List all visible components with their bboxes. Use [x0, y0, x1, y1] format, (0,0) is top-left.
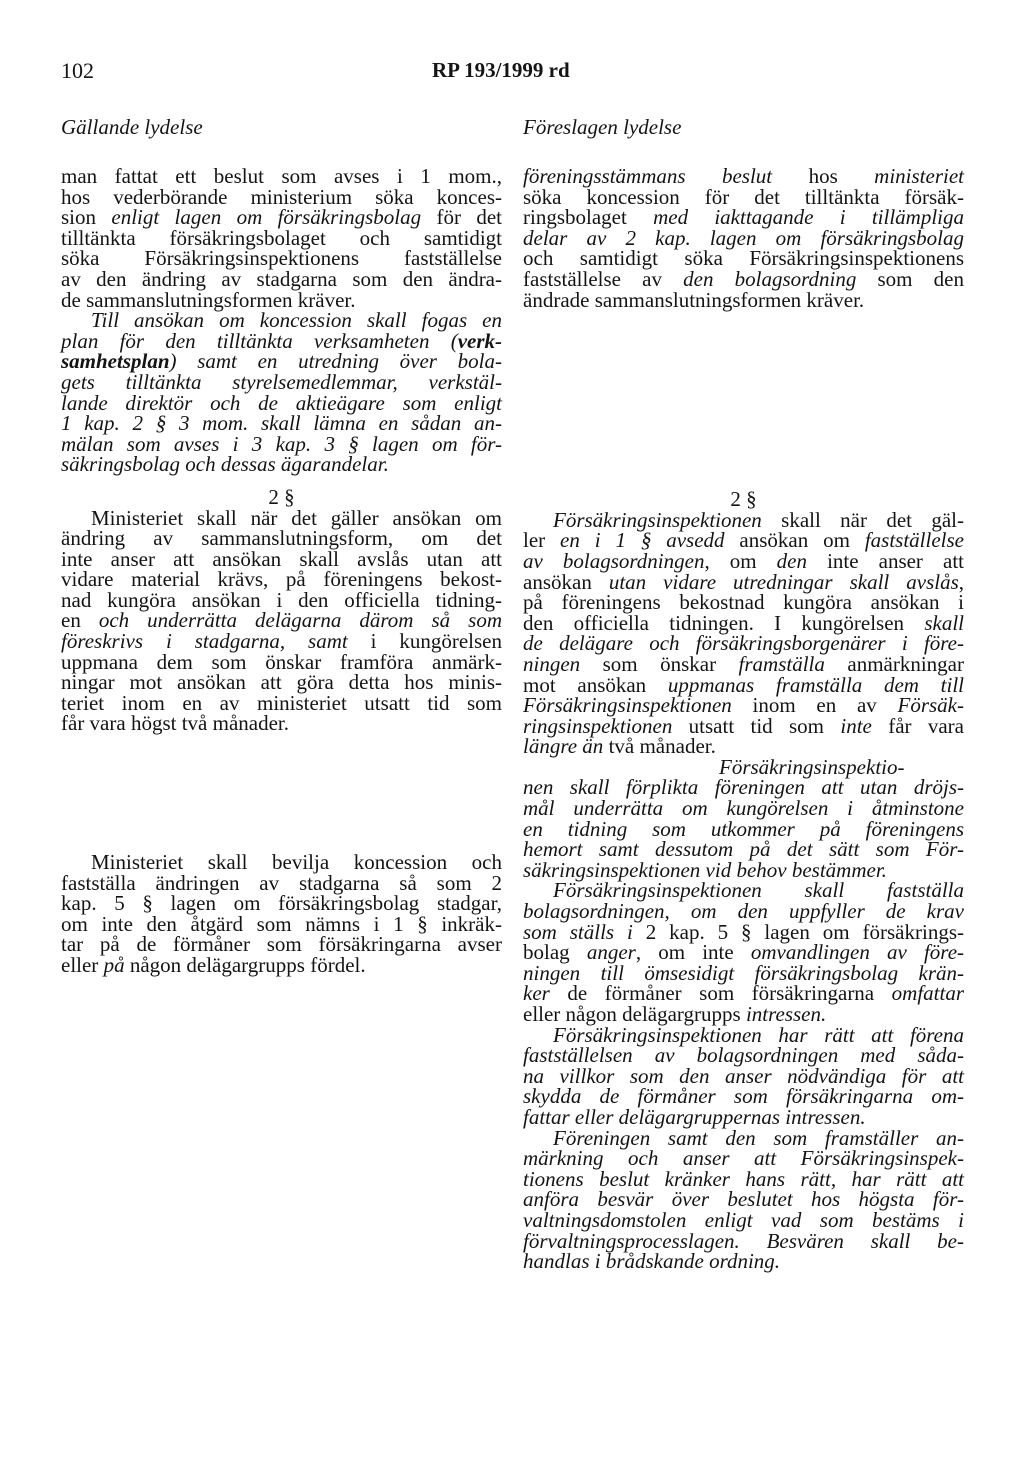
- text-run: intressen.: [745, 1002, 827, 1026]
- text-run: hos vederbörande ministerium söka konces-: [61, 184, 502, 209]
- text-run: eller: [61, 953, 104, 977]
- section-label: 2 §: [268, 484, 295, 509]
- text-run: tilltänkta försäkringsbolaget och samtidigt: [61, 225, 502, 250]
- text-run: framställa: [738, 651, 825, 676]
- text-run: Föreningen samt den som framställer an-: [553, 1125, 964, 1150]
- text-line: [523, 1045, 964, 1066]
- text-run: en i 1 § avsedd: [560, 528, 725, 553]
- text-line: [523, 1004, 964, 1025]
- text-run: hos: [772, 164, 875, 188]
- text-run: får vara: [871, 713, 964, 738]
- text-run: skall när det gäl-: [761, 507, 964, 532]
- text-line: [61, 505, 502, 530]
- text-line: [523, 207, 964, 228]
- text-line: [61, 225, 502, 250]
- current-wording-column: [61, 166, 502, 976]
- text-line: [61, 893, 502, 914]
- text-run: utan vidare utredningar skall avslås: [608, 569, 959, 594]
- text-run: mot ansökan: [523, 672, 668, 697]
- text-run: Försäk-: [897, 693, 964, 718]
- text-run: lande direktör och de aktieägare som enligt: [61, 390, 502, 415]
- paragraph: [523, 880, 964, 1024]
- text-line: [523, 1189, 964, 1210]
- text-run: som ställs i: [523, 919, 633, 944]
- text-run: omfattar: [891, 981, 964, 1006]
- text-run: Till ansökan om koncession skall fogas en: [91, 308, 502, 333]
- text-line: [523, 530, 964, 551]
- text-run: anmärkningar: [824, 651, 964, 676]
- text-run: fastställelse av: [523, 266, 684, 291]
- text-run: på: [103, 953, 125, 977]
- text-run: tar på de förmåner som försäkringarna avser: [61, 932, 502, 957]
- text-run: nad kungöra ansökan i den officiella tidning-: [61, 587, 502, 612]
- text-run: längre än: [523, 734, 604, 759]
- text-line: [523, 1228, 964, 1253]
- text-line: [61, 955, 502, 976]
- text-run: den: [776, 548, 807, 573]
- spacer: [523, 310, 964, 489]
- text-line: [523, 569, 964, 594]
- text-line: [61, 649, 502, 674]
- text-run: säkringsbolag och dessas ägarandelar.: [61, 452, 389, 477]
- paragraph: [523, 507, 965, 759]
- text-line: [61, 631, 502, 652]
- text-run: fastställelsen av bolagsordningen med såda-: [523, 1043, 964, 1068]
- proposed-wording-column: [523, 166, 964, 1272]
- text-run: den officiella tidningen. I kungörelsen: [523, 610, 925, 635]
- text-run: för det: [421, 205, 502, 230]
- text-run: hemort samt dessutom på det sätt som För-: [523, 837, 964, 862]
- text-line: [61, 610, 502, 631]
- text-line: [523, 816, 964, 841]
- text-run: inte: [840, 713, 872, 738]
- text-line: [61, 166, 502, 187]
- text-run: ansökan om: [724, 528, 865, 553]
- text-run: omvandlingen av före-: [750, 940, 965, 965]
- text-run: säkringsinspektionen vid behov bestämmer.: [523, 857, 887, 882]
- text-line: [61, 390, 502, 415]
- text-line: [523, 1125, 964, 1150]
- text-line: [523, 651, 964, 676]
- text-run: Försäkringsinspektionen skall fastställa: [553, 878, 964, 903]
- text-run: fastställelse: [864, 528, 964, 553]
- text-line: [523, 166, 964, 187]
- text-run: uppmana dem som önskar framföra anmärk-: [61, 649, 502, 674]
- text-run: ningar mot ansökan att göra detta hos minis-: [61, 670, 502, 695]
- text-line: [523, 225, 964, 250]
- text-line: [523, 983, 964, 1004]
- text-line: [523, 184, 964, 209]
- text-run: inte anser att ansökan skall avslås utan att: [61, 546, 502, 571]
- text-run: ,: [958, 569, 964, 594]
- text-line: [61, 911, 502, 936]
- text-run: Ministeriet skall bevilja koncession och: [91, 850, 502, 875]
- text-run: 2 kap. 5 § lagen om försäkrings-: [632, 919, 964, 944]
- text-line: [523, 592, 964, 613]
- text-run: skall: [924, 610, 964, 635]
- text-line: [523, 919, 964, 944]
- text-run: en: [61, 608, 99, 633]
- paragraph: [523, 754, 964, 882]
- text-line: [523, 960, 964, 985]
- text-run: valtningsdomstolen enligt vad som bestäms i: [523, 1207, 964, 1232]
- text-run: de förmåner som försäkringarna: [549, 981, 892, 1006]
- document-reference: RP 193/1999 rd: [432, 58, 570, 82]
- text-run: och underrätta delägarna därom så som: [98, 608, 502, 633]
- text-run: Försäkringsinspektionen: [523, 693, 732, 718]
- text-run: uppmanas framställa dem till: [667, 672, 965, 697]
- text-run: anföra besvär över beslutet hos högsta för-: [523, 1187, 964, 1212]
- text-line: [61, 310, 502, 331]
- text-line: [61, 587, 502, 612]
- text-run: de sammanslutningsformen kräver.: [61, 287, 356, 312]
- text-run: skydda de förmåner som försäkringarna om-: [523, 1084, 964, 1109]
- text-run: Försäkringsinspektio-: [719, 754, 905, 779]
- text-line: [61, 207, 502, 228]
- text-run: handlas i brådskande ordning.: [523, 1249, 781, 1274]
- text-run: av den ändring av stadgarna som den ändra-: [61, 266, 502, 291]
- text-run: mål underrätta om kungörelsen i åtminstone: [523, 796, 964, 821]
- text-run: vidare material krävs, på föreningens bekost-: [61, 567, 502, 592]
- text-run: man fattat ett beslut som avses i 1 mom.,: [61, 164, 502, 188]
- text-run: märkning och anser att Försäkringsinspek-: [523, 1146, 964, 1171]
- text-run: plan för den tilltänkta verksamheten (: [61, 328, 458, 353]
- text-run: ) samt en utredning över bola-: [169, 349, 502, 374]
- text-line: [61, 328, 502, 353]
- text-run: som den: [856, 266, 964, 291]
- text-line: [523, 857, 964, 882]
- text-run: föreningsstämmans beslut: [523, 164, 773, 188]
- text-line: [523, 713, 964, 738]
- text-line: [523, 1086, 964, 1107]
- text-line: [61, 934, 502, 955]
- text-line: [61, 266, 502, 291]
- text-line: [523, 798, 964, 819]
- text-run: ler: [523, 528, 561, 553]
- text-run: ändrade sammanslutningsformen kräver.: [523, 287, 865, 312]
- text-line: [61, 369, 502, 394]
- text-line: [61, 351, 502, 372]
- text-line: [523, 695, 964, 716]
- text-line: [523, 287, 964, 312]
- paragraph: [61, 852, 502, 976]
- text-run: verk-: [457, 328, 502, 353]
- text-run: ringsinspektionen: [523, 713, 673, 738]
- text-run: den bolagsordning: [683, 266, 857, 291]
- text-run: på föreningens bekostnad kungöra ansökan i: [523, 590, 964, 615]
- text-run: fastställa ändringen av stadgarna så som 2: [61, 870, 502, 895]
- text-line: [523, 754, 964, 779]
- text-run: , om inte: [635, 940, 751, 965]
- text-run: bolagsordningen, om den uppfyller de krav: [523, 899, 964, 924]
- text-run: som önskar: [580, 651, 739, 676]
- text-line: [523, 1207, 964, 1232]
- column-heading-current: Gällande lydelse: [61, 115, 203, 139]
- text-run: delar av 2 kap. lagen om försäkringsbolag: [523, 225, 964, 250]
- text-line: [523, 507, 964, 532]
- text-line: [523, 880, 964, 901]
- text-run: inte anser att: [807, 548, 964, 573]
- text-run: ningen: [523, 651, 581, 676]
- text-line: [523, 266, 964, 291]
- text-line: [523, 548, 964, 573]
- text-line: [523, 901, 964, 922]
- paragraph: [523, 166, 964, 310]
- text-run: av bolagsordningen: [523, 548, 705, 573]
- text-line: [523, 777, 964, 798]
- text-line: [523, 1063, 964, 1088]
- text-run: Ministeriet skall när det gäller ansökan om: [91, 505, 502, 530]
- paragraph: [61, 166, 502, 310]
- text-line: [61, 870, 502, 895]
- text-line: [523, 942, 964, 963]
- text-run: ningen till ömsesidigt försäkringsbolag krän-: [523, 960, 964, 985]
- text-line: [523, 610, 964, 635]
- text-line: [61, 713, 502, 734]
- text-line: [61, 431, 502, 456]
- text-line: [61, 413, 502, 434]
- text-run: får vara högst två månader.: [61, 711, 289, 736]
- text-run: anger: [586, 940, 636, 965]
- text-run: Försäkringsinspektionen: [553, 507, 762, 532]
- text-line: [61, 184, 502, 209]
- text-run: 1 kap. 2 § 3 mom. skall lämna en sådan an-: [61, 411, 502, 436]
- text-run: fattar eller delägargruppernas intressen.: [523, 1104, 866, 1129]
- text-run: med iakttagande i tillämpliga: [653, 205, 965, 230]
- paragraph: [61, 310, 502, 475]
- text-run: ringsbolaget: [523, 205, 654, 230]
- text-run: utsatt tid som: [672, 713, 841, 738]
- text-line: [523, 1166, 964, 1191]
- section-label: 2 §: [730, 487, 757, 512]
- text-run: sion: [61, 205, 112, 230]
- text-line: [523, 736, 964, 757]
- text-run: i kungörelsen: [347, 629, 502, 654]
- text-run: tionens beslut kränker hans rätt, har rätt att: [523, 1166, 964, 1191]
- text-line: [523, 248, 964, 269]
- text-run: de delägare och försäkringsborgenärer i före-: [523, 631, 964, 656]
- text-run: någon delägargrupps fördel.: [124, 953, 366, 977]
- text-line: [523, 672, 965, 697]
- text-run: en tidning som utkommer på föreningens: [523, 816, 964, 841]
- text-line: [61, 852, 502, 873]
- spacer: [61, 734, 502, 852]
- text-run: ministeriet: [874, 164, 964, 188]
- column-heading-proposed: Föreslagen lydelse: [523, 115, 682, 139]
- text-run: gets tilltänkta styrelsemedlemmar, verkstäl-: [61, 369, 502, 394]
- text-run: kap. 5 § lagen om försäkringsbolag stadgar,: [61, 891, 502, 916]
- text-run: ansökan: [523, 569, 609, 594]
- text-line: [61, 248, 502, 269]
- text-run: , om: [704, 548, 777, 573]
- text-run: eller någon delägargrupps: [523, 1002, 746, 1026]
- text-run: söka koncession för det tilltänkta försäk-: [523, 184, 964, 209]
- text-line: [523, 1022, 964, 1047]
- text-run: förvaltningsprocesslagen. Besvären skall be-: [523, 1228, 964, 1253]
- page-number: 102: [61, 58, 94, 83]
- paragraph: [61, 505, 502, 736]
- text-line: [523, 1148, 964, 1169]
- text-run: ändring av sammanslutningsform, om det: [61, 526, 502, 551]
- text-run: ker: [523, 981, 550, 1006]
- text-run: bolag: [523, 940, 587, 965]
- text-line: [61, 690, 502, 715]
- text-run: teriet inom en av ministeriet utsatt tid som: [61, 690, 502, 715]
- text-line: [523, 839, 964, 860]
- text-run: na villkor som den anser nödvändiga för att: [523, 1063, 964, 1088]
- text-run: samhetsplan: [61, 349, 170, 374]
- text-line: [61, 287, 502, 312]
- text-run: mälan som avses i 3 kap. 3 § lagen om för-: [61, 431, 502, 456]
- paragraph: [523, 1022, 964, 1129]
- text-run: söka Försäkringsinspektionens fastställelse: [61, 246, 502, 271]
- text-line: [61, 454, 502, 475]
- text-run: Försäkringsinspektionen har rätt att förena: [553, 1022, 964, 1047]
- text-run: om inte den åtgärd som nämns i 1 § inkräk-: [61, 911, 502, 936]
- text-run: enligt lagen om försäkringsbolag: [111, 205, 422, 230]
- text-run: två månader.: [603, 734, 716, 759]
- paragraph: [523, 1125, 964, 1274]
- text-run: nen skall förplikta föreningen att utan dröjs-: [523, 775, 964, 800]
- text-run: och samtidigt söka Försäkringsinspektionens: [523, 246, 964, 271]
- text-run: inom en av: [731, 693, 898, 718]
- text-line: [523, 1251, 964, 1272]
- text-line: [61, 569, 502, 590]
- text-line: [61, 672, 502, 693]
- text-run: föreskrivs i stadgarna, samt: [61, 629, 348, 654]
- text-line: [523, 633, 964, 654]
- text-line: [61, 528, 502, 549]
- text-line: [61, 546, 502, 571]
- text-line: [523, 1104, 964, 1129]
